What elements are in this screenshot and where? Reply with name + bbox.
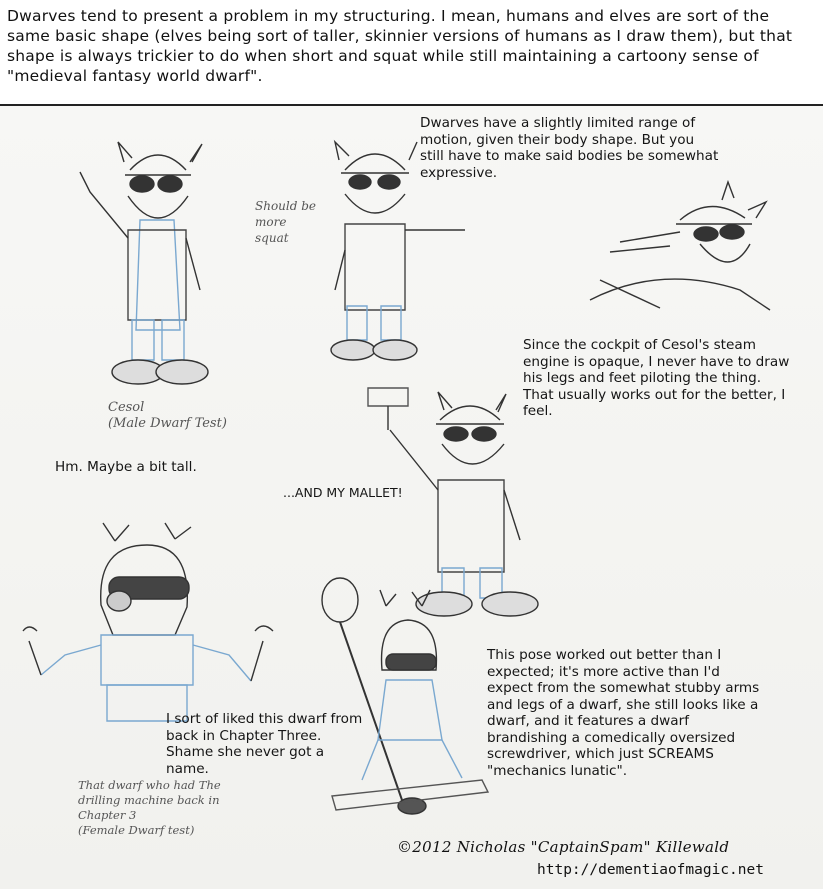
note-cockpit: Since the cockpit of Cesol's steam engine is opaque, I never have to draw his legs and feet piloting the thing. That usually works out for the better, I feel. — [523, 337, 790, 419]
note-range-of-motion: Dwarves have a slightly limited range of motion, given their body shape. But you still have to make said bodies be somewhat expressive. — [420, 115, 719, 181]
site-url: http://dementiaofmagic.net — [537, 862, 764, 878]
note-mallet: ...AND MY MALLET! — [283, 485, 403, 500]
note-female-label: That dwarf who had The drilling machine back in Chapter 3 (Female Dwarf test) — [78, 778, 221, 837]
header-panel — [0, 0, 823, 104]
note-cesol-label: Cesol (Male Dwarf Test) — [108, 400, 227, 431]
header-text: Dwarves tend to present a problem in my structuring. I mean, humans and elves are sort of the same basic shape (elves being sort of taller, skinnier versions of humans as I draw them), but that shape is always trickier to do when short and squat while still maintaining a cartoony sense of "medieval fantasy world dwarf". — [7, 7, 793, 85]
female-dwarf-wrenches-sketch — [15, 515, 285, 725]
note-should-be-squat: Should be more squat — [255, 199, 317, 245]
copyright-signature: ©2012 Nicholas "CaptainSpam" Killewald — [397, 838, 730, 856]
note-pose: This pose worked out better than I expected; it's more active than I'd expect from the somewhat stubby arms and legs of a dwarf, she still looks like a dwarf, and it features a dwarf brandishing a comedically oversized screwdriver, which just SCREAMS "mechanics lunatic". — [487, 647, 760, 779]
cesol-piloting-sketch — [580, 180, 780, 320]
note-maybe-tall: Hm. Maybe a bit tall. — [55, 459, 197, 475]
female-dwarf-screwdriver-sketch — [312, 570, 502, 830]
note-chapter-three: I sort of liked this dwarf from back in Chapter Three. Shame she never got a name. — [166, 711, 363, 777]
cesol-waving-sketch — [60, 120, 250, 400]
